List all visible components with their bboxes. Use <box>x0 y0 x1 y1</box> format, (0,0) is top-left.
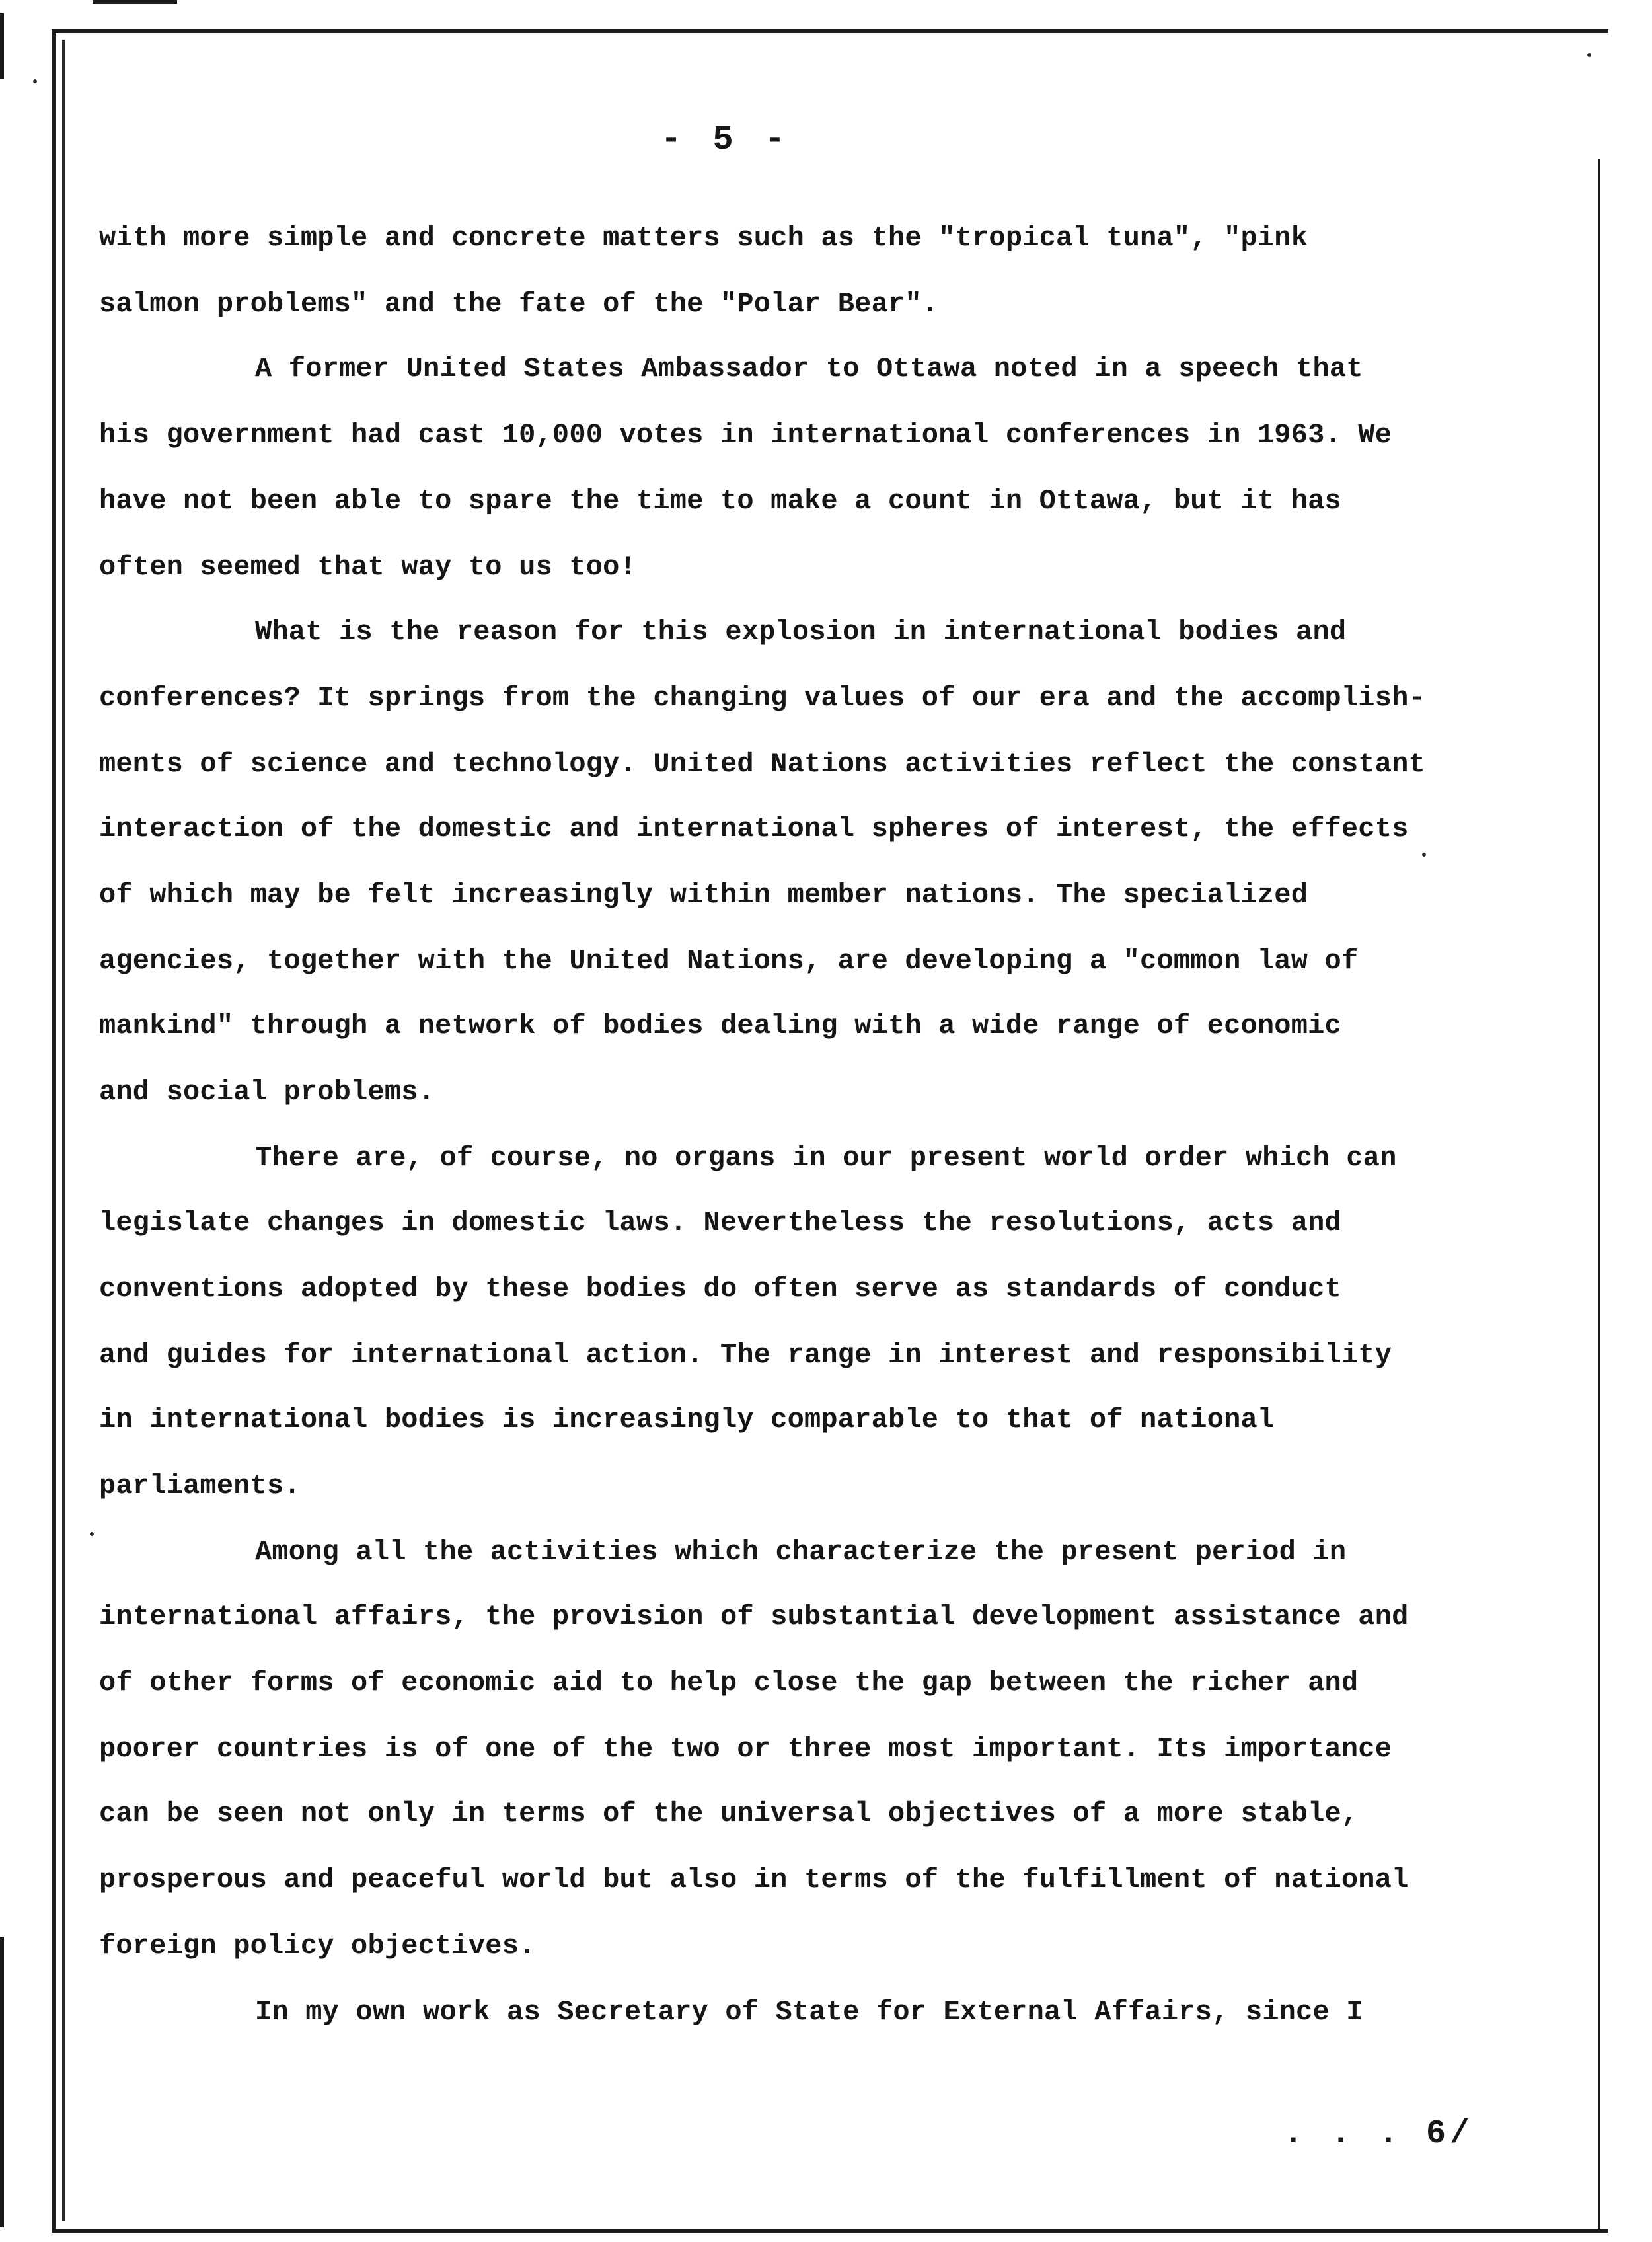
text-line: conferences? It springs from the changing values of our era and the accomplish- <box>99 682 1425 714</box>
page-number: - 5 - <box>661 120 791 159</box>
text-line: ments of science and technology. United Nations activities reflect the constant <box>99 748 1425 780</box>
scan-speck <box>1422 853 1426 857</box>
text-line: in international bodies is increasingly comparable to that of national <box>99 1404 1275 1436</box>
text-line: of other forms of economic aid to help close the gap between the richer and <box>99 1667 1359 1699</box>
text-line: prosperous and peaceful world but also in terms of the fulfillment of national <box>99 1864 1409 1896</box>
text-line: have not been able to spare the time to make a count in Ottawa, but it has <box>99 485 1341 517</box>
text-line: agencies, together with the United Nations, are developing a "common law of <box>99 945 1359 977</box>
text-line: There are, of course, no organs in our present world order which can <box>255 1142 1397 1174</box>
text-line: international affairs, the provision of substantial development assistance and <box>99 1601 1409 1633</box>
page-frame-bottom <box>52 2229 1608 2233</box>
text-line: In my own work as Secretary of State for External Affairs, since I <box>255 1996 1363 2028</box>
text-line: conventions adopted by these bodies do often serve as standards of conduct <box>99 1273 1341 1305</box>
page-frame-top <box>52 29 1608 33</box>
text-line: What is the reason for this explosion in international bodies and <box>255 616 1347 648</box>
scan-edge-mark <box>0 13 4 79</box>
scan-speck <box>90 1532 94 1536</box>
text-line: with more simple and concrete matters such as the "tropical tuna", "pink <box>99 222 1308 254</box>
text-line: legislate changes in domestic laws. Nevertheless the resolutions, acts and <box>99 1207 1341 1239</box>
text-line: salmon problems" and the fate of the "Polar Bear". <box>99 288 939 320</box>
text-line: of which may be felt increasingly within member nations. The specialized <box>99 879 1308 911</box>
page-frame-left <box>52 29 56 2230</box>
text-line: Among all the activities which characterize the present period in <box>255 1536 1347 1568</box>
text-line: and guides for international action. The range in interest and responsibility <box>99 1339 1392 1371</box>
page-frame-right <box>1598 159 1600 2230</box>
text-line: poorer countries is of one of the two or three most important. Its importance <box>99 1733 1392 1765</box>
scan-edge-mark <box>0 1937 4 2227</box>
page-edge-mark <box>93 0 177 4</box>
text-line: mankind" through a network of bodies dealing with a wide range of economic <box>99 1010 1341 1042</box>
text-line: can be seen not only in terms of the universal objectives of a more stable, <box>99 1798 1359 1830</box>
text-line: and social problems. <box>99 1076 435 1108</box>
continuation-marker: . . . 6/ <box>1283 2115 1474 2153</box>
scan-speck <box>33 79 37 83</box>
text-line: A former United States Ambassador to Ottawa noted in a speech that <box>255 353 1363 385</box>
page-frame-left-inner <box>62 40 65 2221</box>
text-line: his government had cast 10,000 votes in international conferences in 1963. We <box>99 419 1392 451</box>
text-line: often seemed that way to us too! <box>99 551 636 583</box>
text-line: interaction of the domestic and international spheres of interest, the effects <box>99 813 1409 845</box>
text-line: parliaments. <box>99 1470 301 1502</box>
text-line: foreign policy objectives. <box>99 1930 536 1962</box>
scan-speck <box>1587 53 1591 57</box>
